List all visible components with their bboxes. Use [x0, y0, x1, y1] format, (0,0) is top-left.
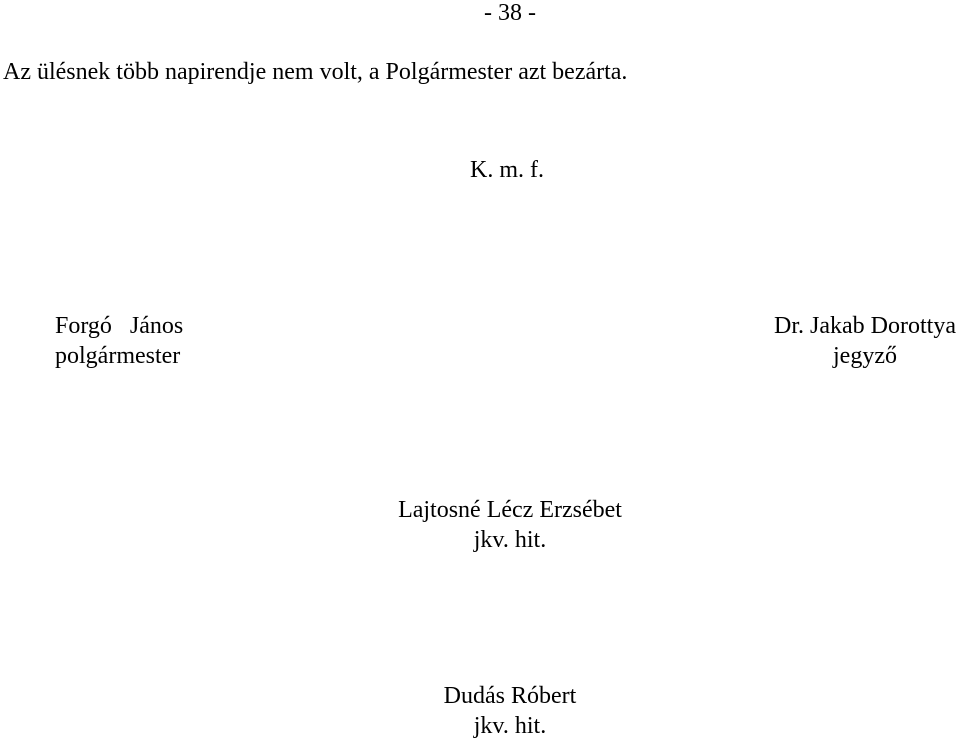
- signatory-role: jegyző: [833, 343, 897, 369]
- signature-block-notary: [770, 311, 960, 371]
- signature-block-recorder-1: [360, 495, 660, 555]
- signatory-first-name: Forgó: [55, 313, 112, 339]
- closing-statement: Az ülésnek több napirendje nem volt, a Polgármester azt bezárta.: [3, 59, 628, 85]
- signatory-name: Dudás Róbert: [443, 683, 577, 709]
- signatory-name: Lajtosné Lécz Erzsébet: [398, 497, 622, 523]
- signatory-last-name: János: [129, 313, 184, 339]
- signatory-role: polgármester: [55, 343, 181, 369]
- signature-block-recorder-2: [360, 681, 660, 741]
- signatory-name: [55, 311, 183, 341]
- signatory-role: jkv. hit.: [473, 713, 547, 739]
- signatory-name: Dr. Jakab Dorottya: [774, 313, 956, 339]
- kmf-marker: K. m. f.: [470, 157, 544, 183]
- signature-block-mayor: [55, 311, 183, 371]
- page-number: - 38 -: [484, 0, 536, 26]
- signatory-role: jkv. hit.: [473, 527, 547, 553]
